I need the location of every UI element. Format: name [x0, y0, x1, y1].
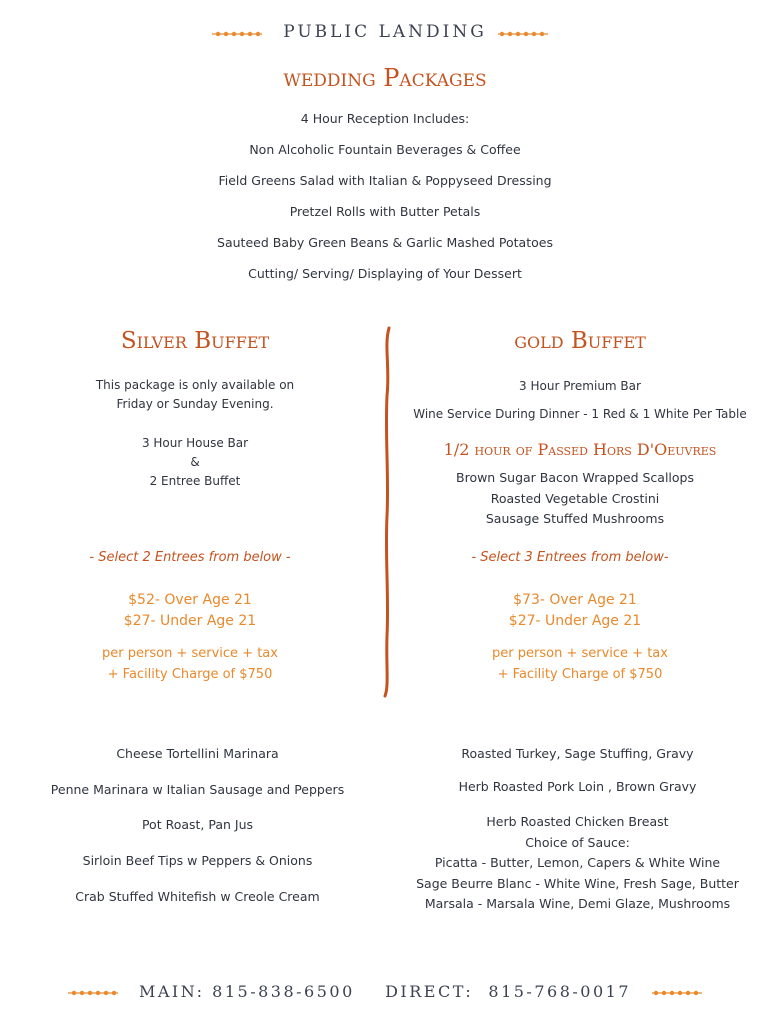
gold-sauce: Picatta - Butter, Lemon, Capers & White Wine — [434, 855, 721, 870]
silver-bar: 3 Hour House Bar — [141, 436, 249, 450]
silver-title: Silver Buffet — [120, 328, 270, 354]
gold-price-adult: $73- Over Age 21 — [513, 592, 637, 608]
reception-item: Sauteed Baby Green Beans & Garlic Mashed Potatoes — [217, 235, 553, 250]
reception-item: Non Alcoholic Fountain Beverages & Coffee — [249, 142, 521, 157]
contact-numbers: MAIN: 815-838-6500 DIRECT: 815-768-0017 — [138, 982, 631, 1001]
gold-fee: + Facility Charge of $750 — [497, 667, 663, 682]
silver-note: Friday or Sunday Evening. — [116, 397, 274, 411]
silver-entree: Penne Marinara w Italian Sausage and Peppers — [50, 782, 345, 797]
venue-name: PUBLIC LANDING — [283, 22, 487, 42]
page-title: wedding Packages — [283, 64, 487, 92]
reception-item: Cutting/ Serving/ Displaying of Your Dessert — [248, 266, 522, 281]
gold-entree: Herb Roasted Pork Loin , Brown Gravy — [458, 779, 697, 794]
gold-hors-item: Sausage Stuffed Mushrooms — [485, 511, 665, 526]
silver-select: - Select 2 Entrees from below - — [89, 550, 291, 565]
gold-bar: 3 Hour Premium Bar — [519, 379, 641, 393]
gold-sauce-title: Choice of Sauce: — [525, 834, 630, 850]
gold-entree: Roasted Turkey, Sage Stuffing, Gravy — [461, 746, 694, 761]
ornament-right-icon — [652, 988, 702, 998]
gold-hors-title: 1/2 hour of Passed Hors D'Oeuvres — [443, 440, 717, 459]
silver-amp: & — [190, 455, 200, 469]
silver-entree: Pot Roast, Pan Jus — [141, 817, 254, 832]
gold-select: - Select 3 Entrees from below- — [471, 550, 669, 565]
gold-hors-item: Roasted Vegetable Crostini — [490, 490, 660, 506]
silver-fee: per person + service + tax — [102, 646, 278, 661]
silver-note: This package is only available on — [95, 378, 295, 392]
silver-price-under: $27- Under Age 21 — [123, 613, 257, 629]
reception-intro: 4 Hour Reception Includes: — [300, 111, 470, 126]
gold-entree: Herb Roasted Chicken Breast — [486, 814, 669, 829]
silver-entree: Cheese Tortellini Marinara — [116, 746, 279, 761]
ornament-right-icon — [498, 29, 548, 39]
reception-item: Field Greens Salad with Italian & Poppyseed Dressing — [218, 173, 552, 188]
silver-entree-count: 2 Entree Buffet — [149, 474, 241, 488]
silver-entree: Sirloin Beef Tips w Peppers & Onions — [82, 853, 313, 868]
gold-sauce: Sage Beurre Blanc - White Wine, Fresh Sage, Butter — [416, 875, 739, 891]
silver-fee: + Facility Charge of $750 — [107, 667, 273, 682]
gold-sauce: Marsala - Marsala Wine, Demi Glaze, Mushrooms — [424, 896, 731, 911]
silver-entree: Crab Stuffed Whitefish w Creole Cream — [75, 889, 320, 904]
reception-item: Pretzel Rolls with Butter Petals — [289, 204, 481, 219]
gold-fee: per person + service + tax — [492, 646, 668, 661]
silver-price-adult: $52- Over Age 21 — [128, 592, 252, 608]
gold-title: gold Buffet — [514, 328, 646, 354]
gold-wine: Wine Service During Dinner - 1 Red & 1 White Per Table — [413, 407, 747, 421]
gold-hors-item: Brown Sugar Bacon Wrapped Scallops — [456, 470, 694, 485]
gold-price-under: $27- Under Age 21 — [508, 613, 642, 629]
